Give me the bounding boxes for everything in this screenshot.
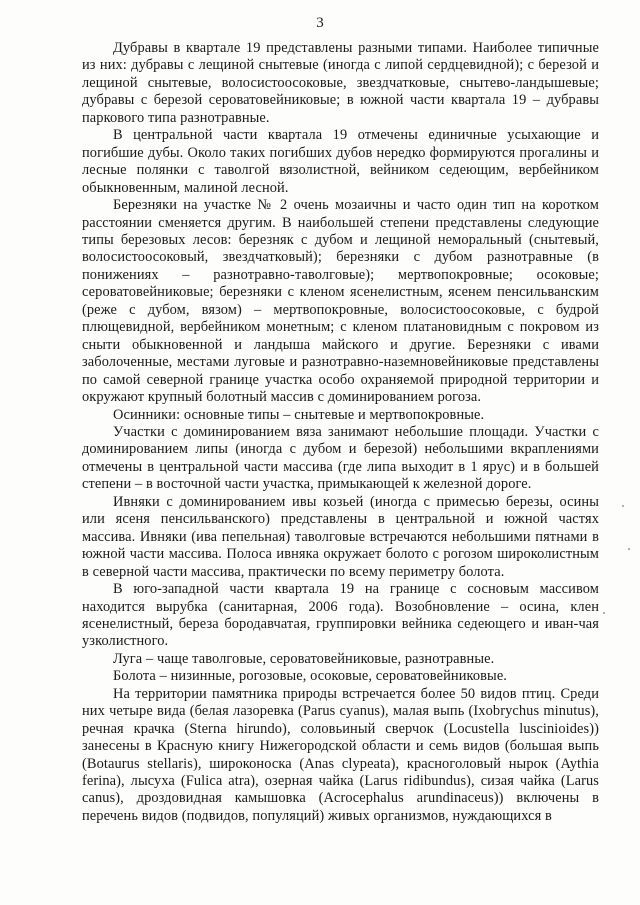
paragraph-aspen-forests: Осинники: основные типы – снытевые и мертвопокровные.: [113, 406, 485, 423]
paragraph-birds: На территории памятника природы встречается более 50 видов птиц. Среди них четыре вида (белая лазоревка (Parus cyanus), малая выпь (Ixobrychus minutus), речная крачка (Sterna hirundo), соловьиный сверчок (Locustella luscinioides)) занесены в Красную книгу Нижегородской области и семь видов (большая выпь (Botaurus stellaris), широконоска (Anas clypeata), красноголовый нырок (Aythia ferina), лысуха (Fulica atra), озерная чайка (Larus ridibundus), сизая чайка (Larus canus), дроздовидная камышовка (Acrocephalus arundinaceus)) включены в перечень видов (подвидов, популяций) живых организмов, нуждающихся в: [82, 685, 599, 824]
scan-speck: [603, 612, 605, 614]
body-text: [82, 40, 599, 825]
paragraph-clearing: В юго-западной части квартала 19 на границе с сосновым массивом находится вырубка (санитарная, 2006 года). Возобновление – осина, клен ясенелистный, береза бородавчатая, группировки вейника седеющего и иван-чая узколистного.: [82, 581, 599, 650]
paragraph-meadows: Луга – чаще таволговые, сероватовейниковые, разнотравные.: [113, 650, 495, 667]
scan-speck: [628, 548, 630, 550]
page-number: 3: [316, 15, 324, 31]
paragraph-willow-thickets: Ивняки с доминированием ивы козьей (иногда с примесью березы, осины или ясеня пенсильванского) представлены в центральной и южной частях массива. Ивняки (ива пепельная) таволговые встречаются небольшими пятнами в южной части массива. Полоса ивняка окружает болото с рогозом широколистным в северной части массива, практически по всему периметру болота.: [82, 493, 599, 580]
paragraph-birch-forests: Березняки на участке № 2 очень мозаичны и часто один тип на коротком расстоянии сменяется другим. В наибольшей степени представлены следующие типы березовых лесов: березняк с дубом и лещиной неморальный (снытевый, волосистоосоковый, звездчатковый); березняки с дубом разнотравные (в понижениях – разнотравно-таволговые); мертвопокровные; осоковые; сероватовейниковые; березняки с кленом ясенелистным, ясенем пенсильванским (реже с дубом, вязом) – мертвопокровные, волосистоосоковые, с будрой плющевидной, вербейником монетным; с кленом платановидным с покровом из сныти обыкновенной и ландыша майского и другие. Березняки с ивами заболоченные, местами луговые и разнотравно-наземновейниковые представлены по самой северной границе участка особо охраняемой природной территории и окружают крупный болотный массив с доминированием рогоза.: [82, 197, 599, 406]
scan-speck: [622, 505, 624, 507]
paragraph-dying-oaks: В центральной части квартала 19 отмечены единичные усыхающие и погибшие дубы. Около таких погибших дубов нередко формируются прогалины и лесные полянки с таволгой вязолистной, вейником седеющим, вербейником обыкновенным, малиной лесной.: [82, 127, 599, 196]
paragraph-elm-linden: Участки с доминированием вяза занимают небольшие площади. Участки с доминированием липы (иногда с дубом и березой) небольшими вкраплениями отмечены в центральной части массива (где липа выходит в 1 ярус) и в большей степени – в восточной части участка, примыкающей к железной дороге.: [82, 423, 599, 493]
paragraph-oak-forests: Дубравы в квартале 19 представлены разными типами. Наиболее типичные из них: дубравы с лещиной снытевые (иногда с липой сердцевидной); с березой и лещиной снытевые, волосистоосоковые, звездчатковые, снытево-ландышевые; дубравы с березой сероватовейниковые; в южной части квартала 19 – дубравы паркового типа разнотравные.: [82, 40, 599, 126]
paragraph-bogs: Болота – низинные, рогозовые, осоковые, сероватовейниковые.: [113, 668, 508, 685]
